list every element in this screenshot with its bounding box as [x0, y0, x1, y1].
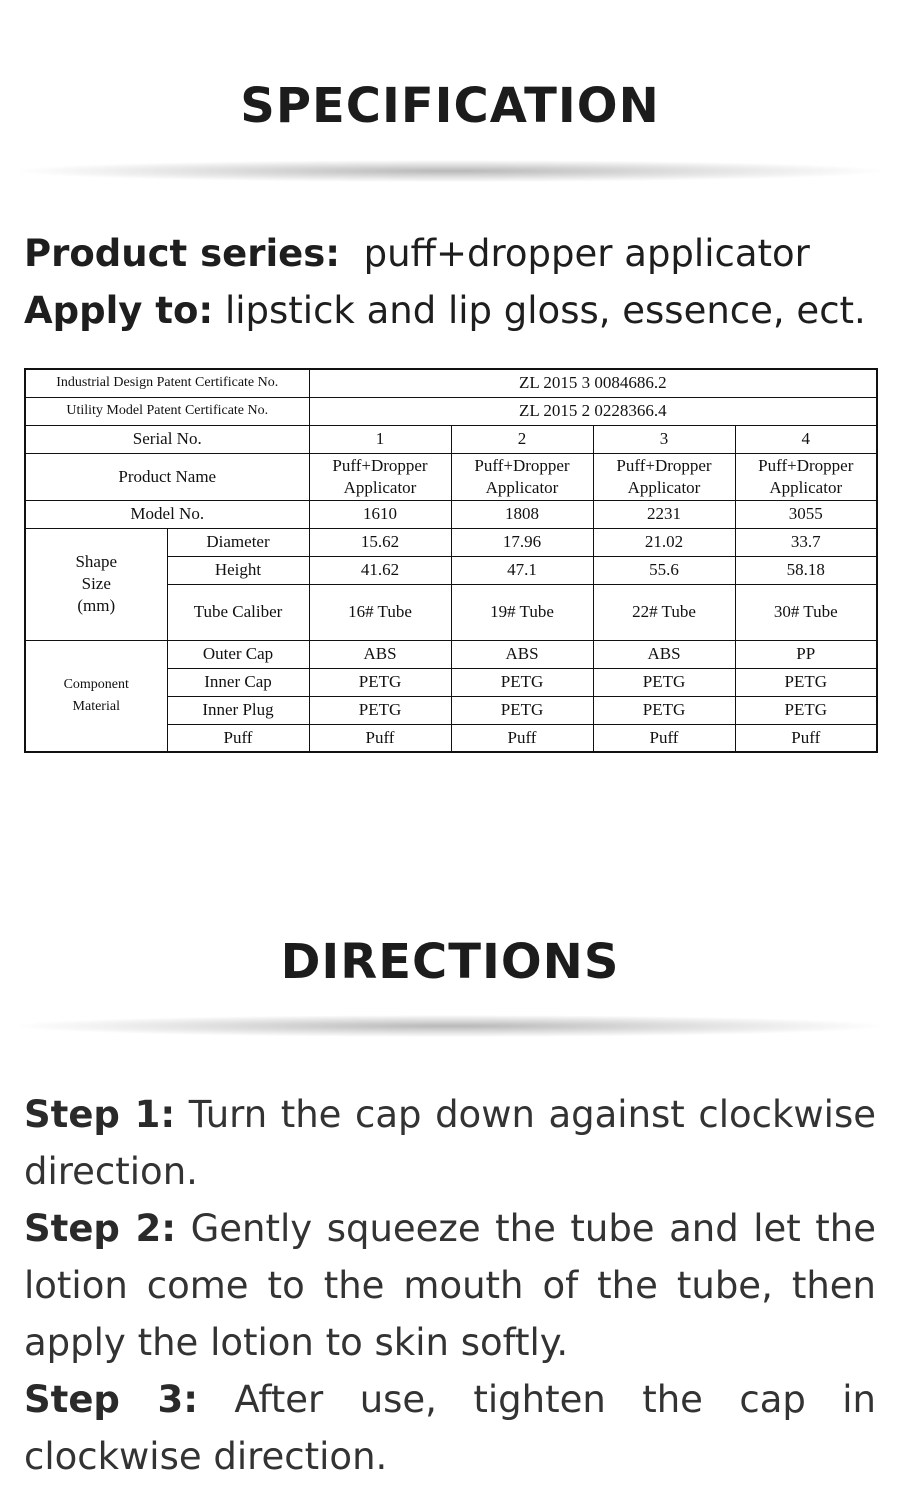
table-row: [25, 640, 877, 668]
diameter-cell: 21.02: [593, 528, 735, 556]
product-name-cell: [309, 453, 451, 500]
height-cell: 41.62: [309, 556, 451, 584]
product-series-line: [24, 232, 810, 275]
height-cell: 47.1: [451, 556, 593, 584]
outer-cap-cell: ABS: [451, 640, 593, 668]
product-name-line: Puff+Dropper: [758, 455, 854, 475]
step-paragraph: [24, 1371, 876, 1485]
puff-cell: Puff: [451, 724, 593, 752]
table-row: [25, 453, 877, 500]
inner-plug-cell: PETG: [735, 696, 877, 724]
model-cell: 2231: [593, 500, 735, 528]
product-name-line: Applicator: [343, 477, 417, 497]
step-label: Step 1:: [24, 1093, 176, 1136]
step-label: Step 3:: [24, 1378, 198, 1421]
serial-cell: 4: [735, 425, 877, 453]
tube-caliber-cell: 19# Tube: [451, 584, 593, 640]
outer-cap-cell: ABS: [593, 640, 735, 668]
product-name-line: Applicator: [627, 477, 701, 497]
inner-cap-cell: PETG: [309, 668, 451, 696]
directions-title: DIRECTIONS: [280, 934, 620, 990]
tube-caliber-cell: 16# Tube: [309, 584, 451, 640]
serial-label: Serial No.: [25, 425, 309, 453]
directions-steps: [24, 1086, 876, 1485]
diameter-cell: 33.7: [735, 528, 877, 556]
inner-cap-label: Inner Cap: [167, 668, 309, 696]
product-name-label: Product Name: [25, 453, 309, 500]
diameter-label: Diameter: [167, 528, 309, 556]
product-name-cell: [451, 453, 593, 500]
inner-cap-cell: PETG: [735, 668, 877, 696]
product-name-line: Applicator: [769, 477, 843, 497]
apply-to-line: [24, 289, 866, 332]
product-name-cell: [593, 453, 735, 500]
puff-cell: Puff: [593, 724, 735, 752]
utility-model-value: ZL 2015 2 0228366.4: [309, 397, 877, 425]
component-material-line: Material: [72, 698, 120, 714]
model-cell: 3055: [735, 500, 877, 528]
apply-to-value: lipstick and lip gloss, essence, ect.: [224, 289, 866, 332]
table-row: [25, 425, 877, 453]
title-divider: [20, 1015, 880, 1037]
shape-size-line: Shape: [75, 552, 118, 571]
step-label: Step 2:: [24, 1207, 177, 1250]
tube-caliber-cell: 30# Tube: [735, 584, 877, 640]
utility-model-label: Utility Model Patent Certificate No.: [25, 397, 309, 425]
product-name-line: Puff+Dropper: [474, 455, 570, 475]
puff-label: Puff: [167, 724, 309, 752]
serial-cell: 1: [309, 425, 451, 453]
inner-cap-cell: PETG: [593, 668, 735, 696]
title-divider: [20, 160, 880, 182]
product-name-line: Puff+Dropper: [616, 455, 712, 475]
table-row: [25, 397, 877, 425]
inner-plug-cell: PETG: [451, 696, 593, 724]
outer-cap-cell: PP: [735, 640, 877, 668]
serial-cell: 3: [593, 425, 735, 453]
diameter-cell: 15.62: [309, 528, 451, 556]
step-paragraph: [24, 1200, 876, 1371]
table-row: [25, 528, 877, 556]
height-label: Height: [167, 556, 309, 584]
model-label: Model No.: [25, 500, 309, 528]
industrial-design-value: ZL 2015 3 0084686.2: [309, 369, 877, 397]
step-text: Gently squeeze the tube and let the lotion come to the mouth of the tube, then apply the lotion to skin softly.: [24, 1207, 876, 1364]
shape-size-label: [25, 528, 167, 640]
tube-caliber-cell: 22# Tube: [593, 584, 735, 640]
model-cell: 1808: [451, 500, 593, 528]
height-cell: 55.6: [593, 556, 735, 584]
product-series-label: Product series:: [24, 232, 341, 275]
puff-cell: Puff: [735, 724, 877, 752]
inner-plug-label: Inner Plug: [167, 696, 309, 724]
outer-cap-label: Outer Cap: [167, 640, 309, 668]
table-row: [25, 369, 877, 397]
specification-title: SPECIFICATION: [240, 78, 660, 134]
component-material-line: Component: [63, 676, 129, 692]
product-series-value: puff+dropper applicator: [363, 232, 810, 275]
table-row: [25, 500, 877, 528]
step-paragraph: [24, 1086, 876, 1200]
product-name-line: Applicator: [485, 477, 559, 497]
inner-plug-cell: PETG: [309, 696, 451, 724]
diameter-cell: 17.96: [451, 528, 593, 556]
shape-size-line: Size: [81, 574, 111, 593]
apply-to-label: Apply to:: [24, 289, 214, 332]
inner-plug-cell: PETG: [593, 696, 735, 724]
puff-cell: Puff: [309, 724, 451, 752]
height-cell: 58.18: [735, 556, 877, 584]
model-cell: 1610: [309, 500, 451, 528]
specification-table: [24, 368, 878, 753]
component-material-label: [25, 640, 167, 752]
outer-cap-cell: ABS: [309, 640, 451, 668]
inner-cap-cell: PETG: [451, 668, 593, 696]
tube-caliber-label: Tube Caliber: [167, 584, 309, 640]
product-name-cell: [735, 453, 877, 500]
step-text: After use, tighten the cap in clockwise direction.: [24, 1378, 876, 1478]
product-name-line: Puff+Dropper: [332, 455, 428, 475]
shape-size-line: (mm): [77, 596, 116, 615]
step-text: Turn the cap down against clockwise direction.: [24, 1093, 876, 1193]
serial-cell: 2: [451, 425, 593, 453]
industrial-design-label: Industrial Design Patent Certificate No.: [25, 369, 309, 397]
